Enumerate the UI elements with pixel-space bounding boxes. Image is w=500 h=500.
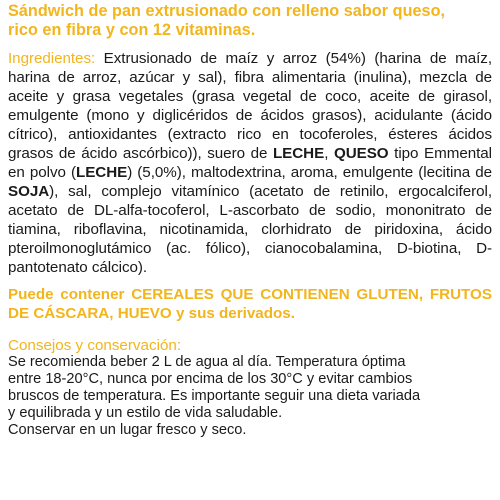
allergen-soy: SOJA xyxy=(8,183,50,200)
ingredients-text: Extrusionado de maíz y arroz (54%) (harina de maíz, harina de arroz, azúcar y sal), fibra alimentaria (inulina), mezcla de aceite y grasa vegetales (grasa vegetal de coco, aceite de girasol, emulgente (mono y diglicéridos de ácidos grasos), acidulante (ácido cítrico), antioxidantes (extracto rico en tocoferoles, ésteres ácidos grasos de ácido ascórbico)), suero de xyxy=(8,50,492,162)
allergen-gluten: CEREALES QUE CONTIENEN GLUTEN xyxy=(131,286,419,303)
ingredients-text: ) (5,0%), maltodextrina, aroma, emulgente (lecitina de xyxy=(127,164,492,181)
ingredients-block xyxy=(8,49,492,277)
advice-line-1: Se recomienda beber 2 L de agua al día. Temperatura óptima xyxy=(8,354,406,370)
product-title-line-2: rico en fibra y con 12 vitaminas. xyxy=(8,21,256,39)
advice-line-5: Conservar en un lugar fresco y seco. xyxy=(8,422,247,438)
allergen-milk: LECHE xyxy=(75,164,128,181)
allergen-milk: LECHE xyxy=(272,145,325,162)
advice-line-2: entre 18-20°C, nunca por encima de los 30°C y evitar cambios xyxy=(8,371,413,387)
allergen-warning xyxy=(8,285,492,323)
ingredients-text: ), sal, complejo vitamínico (acetato de retinilo, ergocalciferol, acetato de DL-alfa-tocoferol, L-ascorbato de sodio, mononitrato de tiamina, riboflavina, nicotinamida, clorhidrato de piridoxina, ácido pteroilmonoglutámico (ac. fólico), cianocobalamina, D-biotina, D-pantotenato cálcico). xyxy=(8,183,492,276)
ingredients-label: Ingredientes: xyxy=(8,50,96,67)
allergen-warning-lead: Puede contener xyxy=(8,286,132,303)
ingredients-text: tipo Emmental en polvo ( xyxy=(8,145,492,181)
allergen-nuts: FRUTOS DE CÁSCARA xyxy=(8,286,492,322)
advice-heading: Consejos y conservación: xyxy=(8,337,182,354)
product-title xyxy=(8,2,492,40)
advice-line-3: bruscos de temperatura. Es importante seguir una dieta variada xyxy=(8,388,421,404)
allergen-cheese: QUESO xyxy=(333,145,389,162)
advice-line-4: y equilibrada y un estilo de vida saludable. xyxy=(8,405,283,421)
ingredients-text: , xyxy=(324,145,334,162)
product-title-line-1: Sándwich de pan extrusionado con relleno sabor queso, xyxy=(8,2,446,20)
advice-section xyxy=(8,337,492,439)
allergen-separator: , xyxy=(109,305,118,322)
allergen-separator: , xyxy=(418,286,430,303)
allergen-egg: HUEVO xyxy=(117,305,172,322)
allergen-warning-tail: y sus derivados. xyxy=(171,305,295,322)
